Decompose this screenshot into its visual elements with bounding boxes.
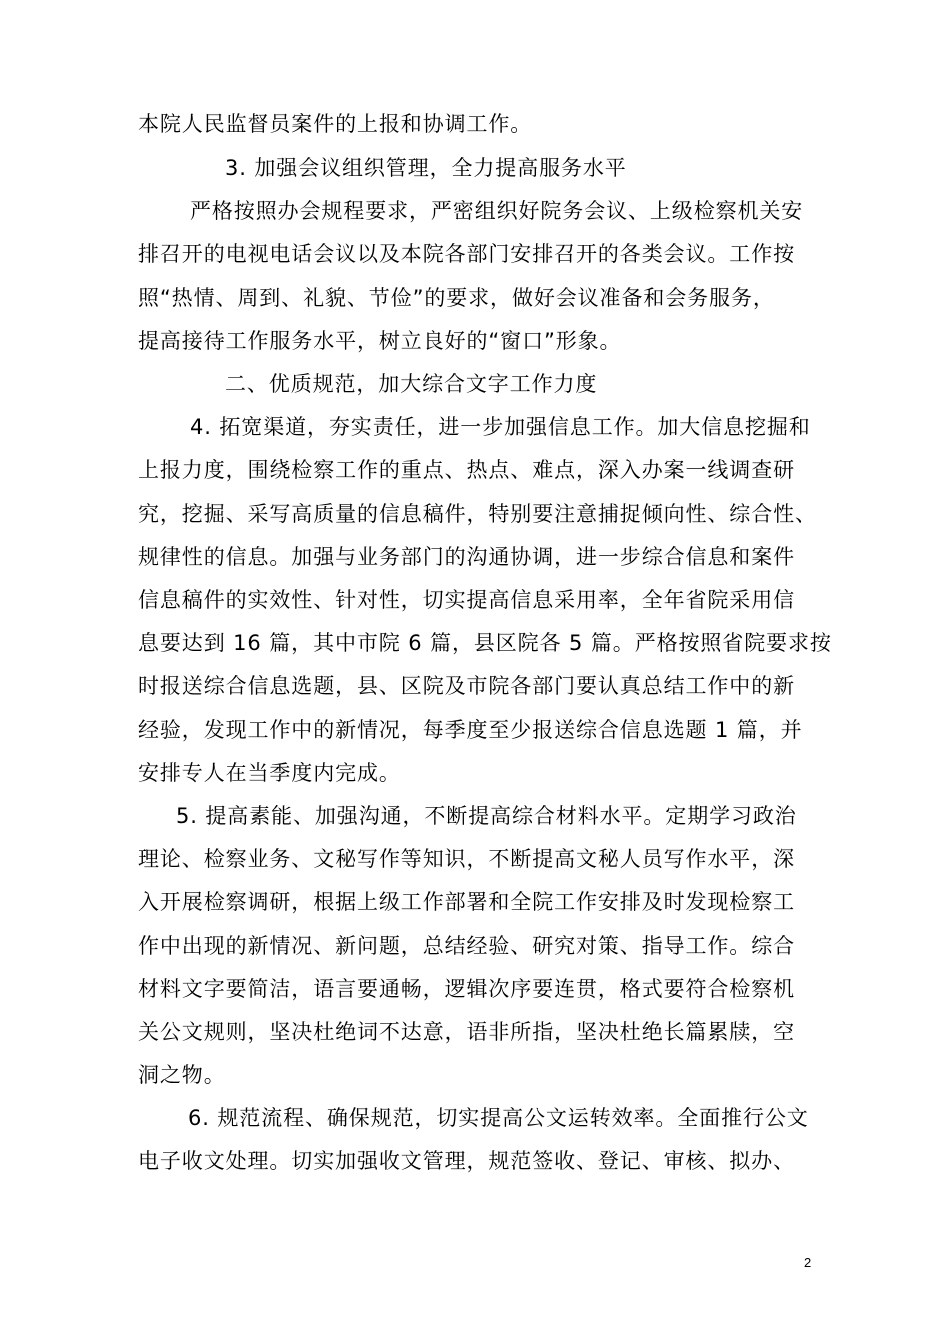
text-line: 关公文规则，坚决杜绝词不达意，语非所指，坚决杜绝长篇累牍，空 [138,1020,795,1044]
text-line: 电子收文处理。切实加强收文管理，规范签收、登记、审核、拟办、 [138,1149,795,1173]
text-line: 上报力度，围绕检察工作的重点、热点、难点，深入办案一线调查研 [138,458,795,482]
text-line: 照“热情、周到、礼貌、节俭”的要求，做好会议准备和会务服务， [138,286,775,310]
text-line: 本院人民监督员案件的上报和协调工作。 [138,112,533,136]
text-line: 5. 提高素能、加强沟通，不断提高综合材料水平。定期学习政治 [176,804,797,828]
text-line: 息要达到 16 篇，其中市院 6 篇，县区院各 5 篇。严格按照省院要求按 [138,631,832,655]
text-line: 严格按照办会规程要求，严密组织好院务会议、上级检察机关安 [190,199,804,223]
text-line: 究，挖掘、采写高质量的信息稿件，特别要注意捕捉倾向性、综合性、 [138,502,817,526]
page-number: 2 [804,1255,812,1270]
section-heading: 3. 加强会议组织管理，全力提高服务水平 [225,156,627,180]
text-line: 信息稿件的实效性、针对性，切实提高信息采用率，全年省院采用信 [138,588,795,612]
text-line: 作中出现的新情况、新问题，总结经验、研究对策、指导工作。综合 [138,934,795,958]
text-line: 洞之物。 [138,1063,226,1087]
text-line: 提高接待工作服务水平，树立良好的“窗口”形象。 [138,329,622,353]
text-line: 入开展检察调研，根据上级工作部署和全院工作安排及时发现检察工 [138,890,795,914]
text-line: 规律性的信息。加强与业务部门的沟通协调，进一步综合信息和案件 [138,545,795,569]
text-line: 6. 规范流程、确保规范，切实提高公文运转效率。全面推行公文 [188,1106,809,1130]
text-line: 经验，发现工作中的新情况，每季度至少报送综合信息选题 1 篇，并 [138,718,803,742]
text-line: 安排专人在当季度内完成。 [138,761,401,785]
chapter-heading: 二、优质规范，加大综合文字工作力度 [225,372,598,396]
text-line: 时报送综合信息选题，县、区院及市院各部门要认真总结工作中的新 [138,674,795,698]
text-line: 理论、检察业务、文秘写作等知识，不断提高文秘人员写作水平，深 [138,847,795,871]
text-line: 4. 拓宽渠道，夯实责任，进一步加强信息工作。加大信息挖掘和 [190,415,811,439]
text-line: 排召开的电视电话会议以及本院各部门安排召开的各类会议。工作按 [138,242,795,266]
text-line: 材料文字要简洁，语言要通畅，逻辑次序要连贯，格式要符合检察机 [138,977,795,1001]
